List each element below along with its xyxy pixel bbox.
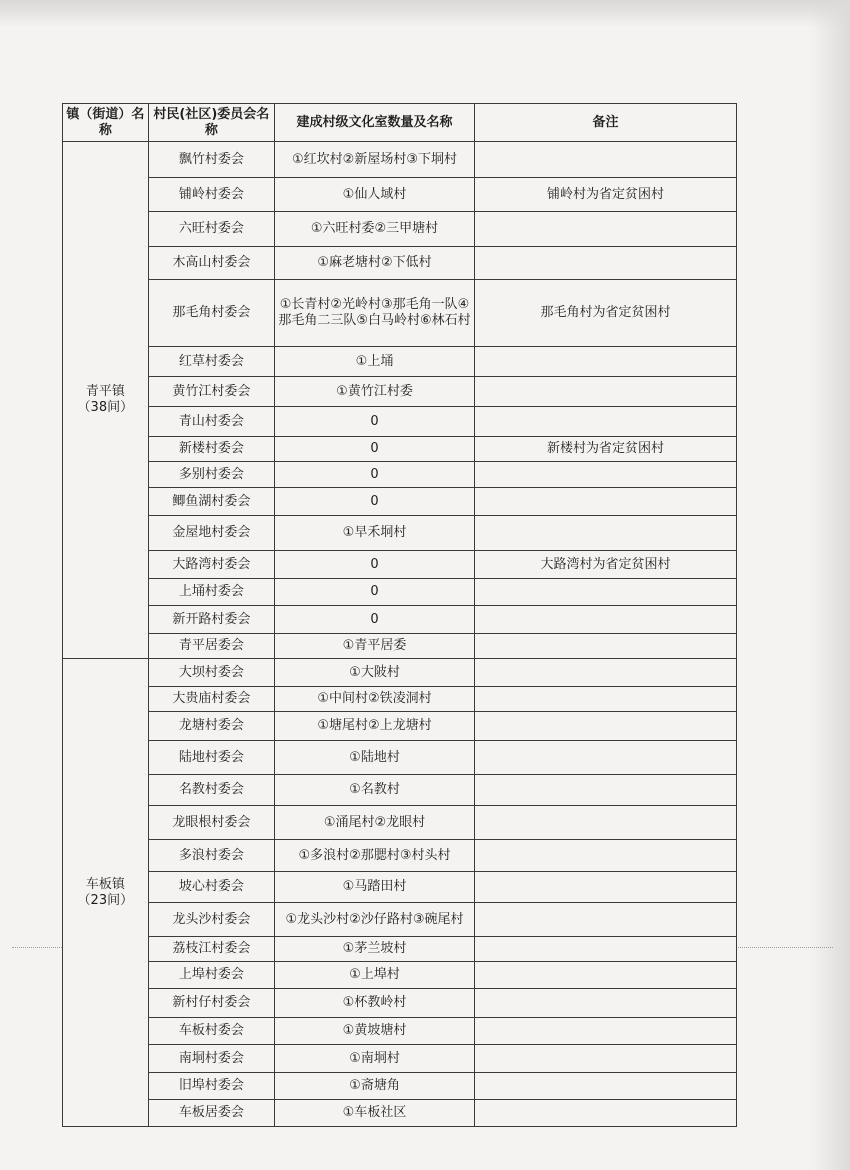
table-row	[63, 1045, 737, 1073]
rooms-cell: ①杯教岭村	[275, 989, 475, 1018]
rooms-cell: ①上埇	[275, 347, 475, 377]
committee-cell: 陆地村委会	[148, 741, 274, 775]
table-row	[63, 1073, 737, 1100]
rooms-cell: ①名教村	[275, 775, 475, 806]
note-cell: 新楼村为省定贫困村	[474, 437, 736, 462]
rooms-cell: ①塘尾村②上龙塘村	[275, 712, 475, 741]
rooms-cell: ①中间村②铁凌洞村	[275, 687, 475, 712]
town-name: 车板镇	[85, 876, 125, 892]
committee-cell: 车板居委会	[148, 1100, 274, 1127]
table-row	[63, 1018, 737, 1045]
table-row	[63, 634, 737, 659]
note-cell	[474, 247, 736, 280]
table-row	[63, 579, 737, 606]
table-row	[63, 516, 737, 551]
table-row	[63, 872, 737, 903]
note-cell	[474, 712, 736, 741]
table-body	[63, 142, 737, 1127]
committee-cell: 木高山村委会	[148, 247, 274, 280]
table-row	[63, 407, 737, 437]
rooms-cell: ①长青村②光岭村③那毛角一队④那毛角二三队⑤白马岭村⑥林石村	[275, 280, 475, 347]
committee-cell: 上埇村委会	[148, 579, 274, 606]
table-header-row	[63, 104, 737, 142]
town-room-count: （23间）	[77, 892, 134, 908]
committee-cell: 大贵庙村委会	[148, 687, 274, 712]
note-cell	[474, 142, 736, 178]
table-row	[63, 247, 737, 280]
committee-cell: 新开路村委会	[148, 606, 274, 634]
note-cell	[474, 488, 736, 516]
committee-cell: 坡心村委会	[148, 872, 274, 903]
note-cell	[474, 962, 736, 989]
committee-cell: 南垌村委会	[148, 1045, 274, 1073]
note-cell	[474, 840, 736, 872]
committee-cell: 大路湾村委会	[148, 551, 274, 579]
town-cell	[63, 659, 149, 1127]
rooms-cell: ①茅兰坡村	[275, 937, 475, 962]
note-cell	[474, 606, 736, 634]
note-cell	[474, 903, 736, 937]
committee-cell: 金屋地村委会	[148, 516, 274, 551]
note-cell	[474, 377, 736, 407]
rooms-cell: ①红坎村②新屋场村③下垌村	[275, 142, 475, 178]
table-row	[63, 606, 737, 634]
table-row	[63, 659, 737, 687]
note-cell	[474, 872, 736, 903]
committee-cell: 龙眼根村委会	[148, 806, 274, 840]
table-row	[63, 741, 737, 775]
committee-cell: 铺岭村委会	[148, 178, 274, 212]
note-cell	[474, 347, 736, 377]
committee-cell: 鲫鱼湖村委会	[148, 488, 274, 516]
note-cell: 铺岭村为省定贫困村	[474, 178, 736, 212]
committee-cell: 那毛角村委会	[148, 280, 274, 347]
rooms-cell: 0	[275, 551, 475, 579]
table-row	[63, 903, 737, 937]
note-cell	[474, 212, 736, 247]
rooms-cell: ①黄坡塘村	[275, 1018, 475, 1045]
rooms-cell: ①龙头沙村②沙仔路村③碗尾村	[275, 903, 475, 937]
table-row	[63, 712, 737, 741]
rooms-cell: ①麻老塘村②下低村	[275, 247, 475, 280]
note-cell: 大路湾村为省定贫困村	[474, 551, 736, 579]
committee-cell: 新村仔村委会	[148, 989, 274, 1018]
committee-cell: 龙塘村委会	[148, 712, 274, 741]
rooms-cell: ①青平居委	[275, 634, 475, 659]
rooms-cell: ①陆地村	[275, 741, 475, 775]
note-cell	[474, 1100, 736, 1127]
rooms-cell: 0	[275, 407, 475, 437]
rooms-cell: ①上埠村	[275, 962, 475, 989]
committee-cell: 黄竹江村委会	[148, 377, 274, 407]
committee-cell: 青山村委会	[148, 407, 274, 437]
dotted-mark-right	[738, 947, 833, 948]
note-cell	[474, 659, 736, 687]
rooms-cell: ①黄竹江村委	[275, 377, 475, 407]
table-row	[63, 687, 737, 712]
rooms-cell: ①马踏田村	[275, 872, 475, 903]
rooms-cell: ①早禾垌村	[275, 516, 475, 551]
table-row	[63, 989, 737, 1018]
town-cell	[63, 142, 149, 659]
note-cell	[474, 407, 736, 437]
note-cell	[474, 687, 736, 712]
committee-cell: 大坝村委会	[148, 659, 274, 687]
table-row	[63, 142, 737, 178]
table-row	[63, 377, 737, 407]
note-cell: 那毛角村为省定贫困村	[474, 280, 736, 347]
town-room-count: （38间）	[77, 400, 134, 415]
table-row	[63, 775, 737, 806]
note-cell	[474, 741, 736, 775]
scan-shadow-top	[0, 0, 850, 28]
committee-cell: 荔枝江村委会	[148, 937, 274, 962]
scan-shadow-right	[810, 0, 850, 1170]
note-cell	[474, 1018, 736, 1045]
committee-cell: 龙头沙村委会	[148, 903, 274, 937]
table-row	[63, 462, 737, 488]
rooms-cell: 0	[275, 462, 475, 488]
note-cell	[474, 1073, 736, 1100]
note-cell	[474, 516, 736, 551]
rooms-cell: ①大陂村	[275, 659, 475, 687]
note-cell	[474, 937, 736, 962]
rooms-cell: ①仙人域村	[275, 178, 475, 212]
table-row	[63, 806, 737, 840]
table-row	[63, 212, 737, 247]
committee-cell: 车板村委会	[148, 1018, 274, 1045]
rooms-cell: ①多浪村②那腮村③村头村	[275, 840, 475, 872]
committee-cell: 青平居委会	[148, 634, 274, 659]
table-row	[63, 1100, 737, 1127]
rooms-cell: ①南垌村	[275, 1045, 475, 1073]
committee-cell: 飘竹村委会	[148, 142, 274, 178]
table-row	[63, 178, 737, 212]
committee-cell: 新楼村委会	[148, 437, 274, 462]
table-row	[63, 551, 737, 579]
note-cell	[474, 579, 736, 606]
committee-cell: 多浪村委会	[148, 840, 274, 872]
rooms-cell: 0	[275, 606, 475, 634]
dotted-mark-left	[12, 947, 62, 948]
culture-room-table	[62, 103, 737, 1127]
table-row	[63, 840, 737, 872]
table-row	[63, 437, 737, 462]
committee-cell: 六旺村委会	[148, 212, 274, 247]
table-row	[63, 962, 737, 989]
rooms-cell: 0	[275, 579, 475, 606]
town-name: 青平镇	[85, 384, 125, 399]
committee-cell: 上埠村委会	[148, 962, 274, 989]
committee-cell: 名教村委会	[148, 775, 274, 806]
table-row	[63, 937, 737, 962]
header-town: 镇（街道）名称	[63, 104, 149, 142]
rooms-cell: ①斋塘角	[275, 1073, 475, 1100]
rooms-cell: 0	[275, 437, 475, 462]
rooms-cell: ①六旺村委②三甲塘村	[275, 212, 475, 247]
committee-cell: 红草村委会	[148, 347, 274, 377]
table-row	[63, 280, 737, 347]
note-cell	[474, 989, 736, 1018]
header-committee: 村民(社区)委员会名称	[148, 104, 274, 142]
table-row	[63, 488, 737, 516]
rooms-cell: ①涌尾村②龙眼村	[275, 806, 475, 840]
note-cell	[474, 1045, 736, 1073]
committee-cell: 旧埠村委会	[148, 1073, 274, 1100]
note-cell	[474, 775, 736, 806]
note-cell	[474, 462, 736, 488]
header-note: 备注	[474, 104, 736, 142]
note-cell	[474, 806, 736, 840]
note-cell	[474, 634, 736, 659]
committee-cell: 多别村委会	[148, 462, 274, 488]
header-rooms: 建成村级文化室数量及名称	[275, 104, 475, 142]
rooms-cell: ①车板社区	[275, 1100, 475, 1127]
rooms-cell: 0	[275, 488, 475, 516]
table-row	[63, 347, 737, 377]
